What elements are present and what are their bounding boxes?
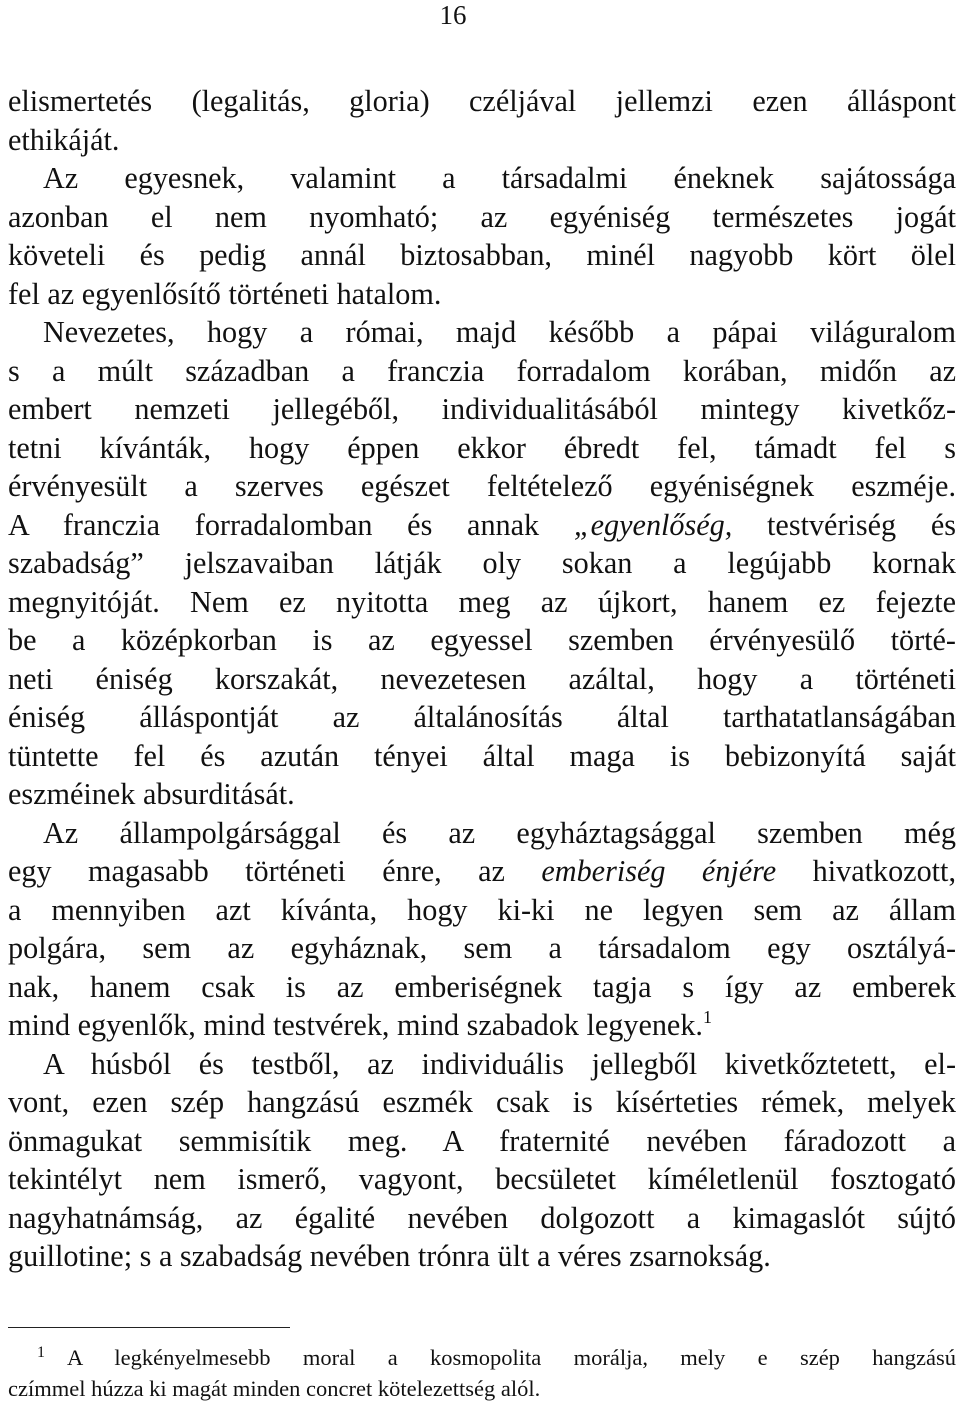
text-line: Az egyesnek, valamint a társadalmi éneknek sajátossága <box>43 161 956 195</box>
text-segment: A franczia forradalomban és annak <box>8 507 574 542</box>
text-line: azonban el nem nyomható; az egyéniség természetes jogát <box>8 199 956 234</box>
open-quote: „ <box>573 507 591 542</box>
footnote <box>8 1342 956 1404</box>
text-line: guillotine; s a szabadság nevében trónra ült a véres zsarnokság. <box>8 1239 771 1273</box>
text-line: önmagukat semmisítik meg. A fraternité nevében fáradozott a <box>8 1123 956 1158</box>
text-line: megnyitóját. Nem ez nyitotta meg az újkort, hanem ez fejezte <box>8 584 956 619</box>
text-line: szabadság” jelszavaiban látják oly sokan a legújabb kornak <box>8 546 956 580</box>
text-line: fel az egyenlősítő történeti hatalom. <box>8 276 442 311</box>
text-line: vont, ezen szép hangzású eszmék csak is kísérteties rémek, melyek <box>8 1085 956 1119</box>
text-line: nak, hanem csak is az emberiségnek tagja s így az emberek <box>8 969 956 1004</box>
text-segment: hivatkozott, <box>776 854 956 888</box>
text-line <box>8 506 956 545</box>
text-line: neti éniség korszakát, nevezetesen azáltal, hogy a történeti <box>8 661 956 696</box>
text-line: követeli és pedig annál biztosabban, minél nagyobb kört ölel <box>8 238 956 272</box>
text-line: Az állampolgársággal és az egyháztagsággal szemben még <box>43 815 956 850</box>
text-line: elismertetés (legalitás, gloria) czéljával jellemzi ezen álláspont <box>8 84 956 118</box>
text-segment: egy magasabb történeti énre, az <box>8 854 542 888</box>
footnote-divider <box>8 1327 290 1328</box>
text-line: Nevezetes, hogy a római, majd később a pápai világuralom <box>43 315 956 349</box>
text-line: ethikáját. <box>8 122 120 157</box>
text-line: A húsból és testből, az individuális jellegből kivetkőztetett, el- <box>43 1046 956 1081</box>
text-line: érvényesült a szerves egészet feltételező egyéniségnek eszméje. <box>8 469 956 503</box>
text-segment: mind egyenlők, mind testvérek, mind szabadok legyenek. <box>8 1008 703 1042</box>
text-line: tetni kívánták, hogy éppen ekkor ébredt fel, támadt fel s <box>8 430 956 465</box>
footnote-line: 1 A legkényelmesebb moral a kosmopolita morálja, mely e szép hangzású <box>37 1344 956 1370</box>
text-line: s a múlt században a franczia forradalom korában, midőn az <box>8 353 956 388</box>
footnote-line: czímmel húzza ki magát minden concret kötelezettség alól. <box>8 1376 541 1401</box>
text-line: tüntette fel és azután tényei által maga is bebizonyítá saját <box>8 738 956 773</box>
page-number: 16 <box>439 0 467 30</box>
text-line <box>8 1006 956 1045</box>
footnote-reference: 1 <box>702 1007 712 1027</box>
text-line: éniség álláspontját az általánosítás által tarthatatlanságában <box>8 700 956 734</box>
text-line: polgára, sem az egyháznak, sem a társadalom egy osztályá- <box>8 931 956 965</box>
text-line: embert nemzeti jellegéből, individualitásából mintegy kivetkőz- <box>8 392 956 426</box>
text-line: a mennyiben azt kívánta, hogy ki-ki ne legyen sem az állam <box>8 892 956 927</box>
text-line <box>8 852 956 891</box>
italic-term-emberiseg-enjere: emberiség énjére <box>541 854 777 888</box>
text-line: nagyhatnámság, az égalité nevében dolgozott a kimagaslót sújtó <box>8 1200 956 1235</box>
body-text <box>8 82 956 1276</box>
footnote-text: A legkényelmesebb moral a kosmopolita morálja, mely e szép hangzású <box>67 1345 956 1370</box>
text-segment: testvériség és <box>732 507 956 542</box>
italic-term-egyenloseg: egyenlőség, <box>590 507 733 542</box>
text-line: tekintélyt nem ismerő, vagyont, becsületet kíméletlenül fosztogató <box>8 1162 956 1196</box>
text-line: eszméinek absurditását. <box>8 777 295 811</box>
text-line: be a középkorban is az egyessel szemben érvényesülő törté- <box>8 623 956 657</box>
